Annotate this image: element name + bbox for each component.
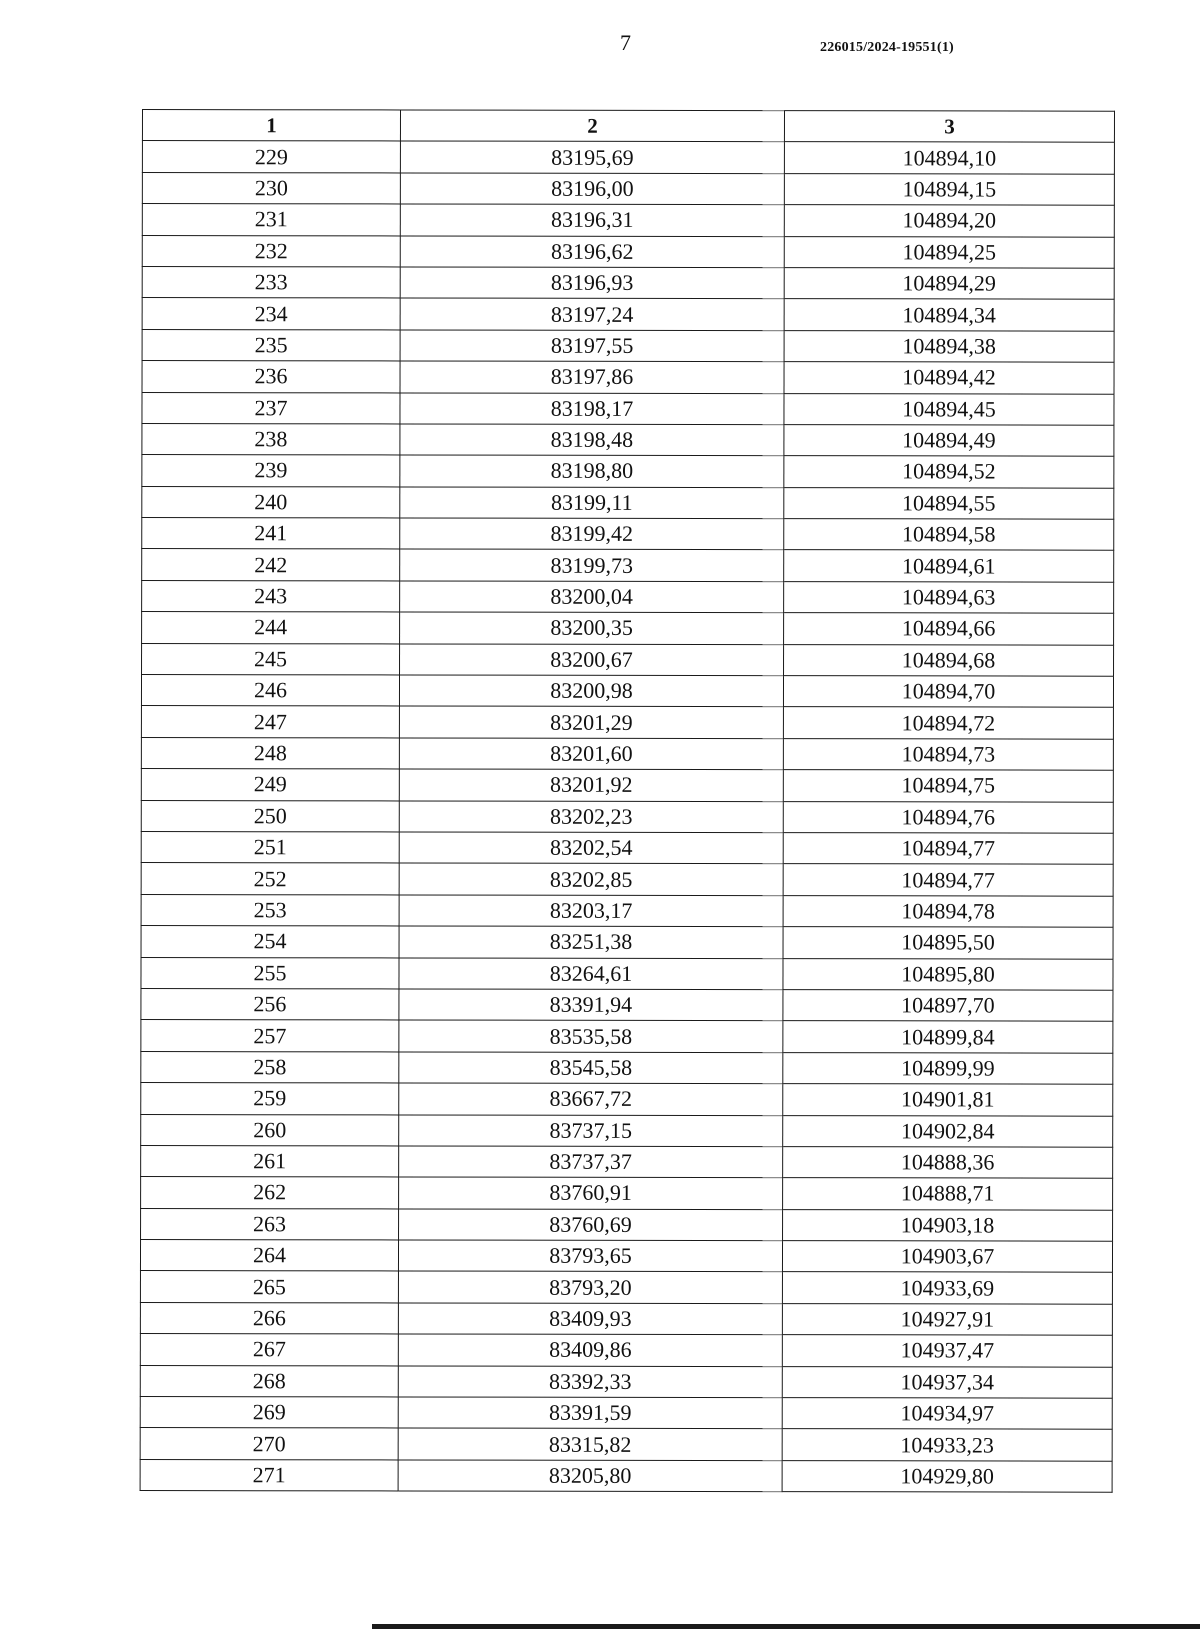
coordinate-x-cell: 83199,11: [400, 487, 784, 519]
coordinate-x-cell: 83205,80: [398, 1460, 782, 1492]
point-number-cell: 235: [142, 329, 400, 361]
coordinates-table: [140, 109, 1115, 1493]
table-row: [142, 549, 1114, 582]
coordinate-y-cell: 104888,71: [783, 1178, 1113, 1210]
coordinate-y-cell: 104929,80: [782, 1460, 1112, 1492]
table-row: [142, 580, 1114, 613]
coordinate-y-cell: 104895,50: [783, 927, 1113, 959]
point-number-cell: 247: [141, 706, 399, 738]
coordinate-x-cell: 83200,98: [399, 675, 783, 707]
coordinate-y-cell: 104894,72: [783, 707, 1113, 739]
coordinate-x-cell: 83202,85: [399, 863, 783, 895]
coordinate-y-cell: 104899,99: [783, 1052, 1113, 1084]
coordinate-x-cell: 83391,94: [399, 989, 783, 1021]
coordinate-x-cell: 83198,17: [400, 392, 784, 424]
coordinate-y-cell: 104901,81: [783, 1084, 1113, 1116]
point-number-cell: 236: [142, 361, 400, 393]
point-number-cell: 245: [142, 643, 400, 675]
coordinate-x-cell: 83793,20: [398, 1271, 782, 1303]
table-row: [142, 455, 1114, 488]
point-number-cell: 242: [142, 549, 400, 581]
coordinate-y-cell: 104894,73: [783, 738, 1113, 770]
coordinate-y-cell: 104937,47: [782, 1335, 1112, 1367]
coordinate-y-cell: 104894,29: [784, 268, 1114, 300]
point-number-cell: 260: [141, 1114, 399, 1146]
coordinate-y-cell: 104888,36: [783, 1147, 1113, 1179]
coordinate-y-cell: 104894,78: [783, 895, 1113, 927]
table-row: [141, 988, 1113, 1021]
coordinate-x-cell: 83203,17: [399, 895, 783, 927]
table-row: [141, 831, 1113, 864]
point-number-cell: 253: [141, 894, 399, 926]
coordinate-y-cell: 104894,77: [783, 864, 1113, 896]
point-number-cell: 262: [141, 1177, 399, 1209]
coordinate-y-cell: 104894,42: [784, 362, 1114, 394]
coordinate-y-cell: 104902,84: [783, 1115, 1113, 1147]
point-number-cell: 263: [141, 1208, 399, 1240]
table-row: [140, 1397, 1112, 1430]
coordinate-y-cell: 104894,75: [783, 770, 1113, 802]
coordinate-x-cell: 83199,73: [400, 549, 784, 581]
column-header-1: 1: [142, 110, 400, 142]
table-row: [141, 706, 1113, 739]
table-row: [141, 894, 1113, 927]
coordinate-y-cell: 104894,61: [784, 550, 1114, 582]
coordinate-y-cell: 104894,68: [784, 644, 1114, 676]
point-number-cell: 265: [140, 1271, 398, 1303]
coordinate-x-cell: 83793,65: [398, 1240, 782, 1272]
coordinate-y-cell: 104933,69: [782, 1272, 1112, 1304]
coordinate-y-cell: 104899,84: [783, 1021, 1113, 1053]
table-row: [142, 643, 1114, 676]
point-number-cell: 259: [141, 1083, 399, 1115]
coordinate-x-cell: 83391,59: [398, 1397, 782, 1429]
coordinate-x-cell: 83197,86: [400, 361, 784, 393]
coordinate-x-cell: 83200,35: [400, 612, 784, 644]
point-number-cell: 238: [142, 423, 400, 455]
table-header-row: [142, 110, 1114, 143]
point-number-cell: 232: [142, 235, 400, 267]
point-number-cell: 237: [142, 392, 400, 424]
coordinate-x-cell: 83545,58: [399, 1052, 783, 1084]
point-number-cell: 243: [142, 580, 400, 612]
coordinate-x-cell: 83196,62: [400, 236, 784, 268]
coordinate-x-cell: 83201,29: [399, 706, 783, 738]
coordinate-x-cell: 83200,67: [400, 644, 784, 676]
coordinate-y-cell: 104894,34: [784, 299, 1114, 331]
coordinate-x-cell: 83667,72: [399, 1083, 783, 1115]
table-row: [142, 423, 1114, 456]
point-number-cell: 244: [142, 612, 400, 644]
coordinate-x-cell: 83202,54: [399, 832, 783, 864]
coordinate-y-cell: 104894,49: [784, 425, 1114, 457]
table-row: [141, 1208, 1113, 1241]
coordinate-y-cell: 104894,63: [784, 581, 1114, 613]
point-number-cell: 233: [142, 266, 400, 298]
table-row: [142, 235, 1114, 268]
coordinate-x-cell: 83196,00: [400, 173, 784, 205]
table-row: [141, 863, 1113, 896]
table-row: [140, 1302, 1112, 1335]
coordinate-y-cell: 104894,58: [784, 519, 1114, 551]
column-header-2: 2: [400, 110, 784, 142]
table-row: [142, 612, 1114, 645]
coordinate-x-cell: 83198,48: [400, 424, 784, 456]
coordinate-y-cell: 104903,67: [782, 1241, 1112, 1273]
point-number-cell: 261: [141, 1145, 399, 1177]
point-number-cell: 252: [141, 863, 399, 895]
point-number-cell: 240: [142, 486, 400, 518]
coordinate-y-cell: 104895,80: [783, 958, 1113, 990]
table-row: [141, 1145, 1113, 1178]
coordinate-x-cell: 83199,42: [400, 518, 784, 550]
point-number-cell: 264: [140, 1240, 398, 1272]
document-reference: 226015/2024-19551(1): [820, 40, 954, 55]
point-number-cell: 268: [140, 1365, 398, 1397]
point-number-cell: 230: [142, 172, 400, 204]
table-row: [140, 1459, 1112, 1492]
table-row: [142, 141, 1114, 174]
point-number-cell: 270: [140, 1428, 398, 1460]
point-number-cell: 239: [142, 455, 400, 487]
coordinate-x-cell: 83409,86: [398, 1334, 782, 1366]
table-row: [141, 957, 1113, 990]
table-row: [142, 172, 1114, 205]
coordinate-y-cell: 104934,97: [782, 1398, 1112, 1430]
coordinate-x-cell: 83197,55: [400, 330, 784, 362]
coordinate-x-cell: 83195,69: [400, 141, 784, 173]
coordinate-y-cell: 104894,70: [783, 676, 1113, 708]
coordinate-y-cell: 104903,18: [783, 1209, 1113, 1241]
table-row: [141, 769, 1113, 802]
table-row: [142, 204, 1114, 237]
point-number-cell: 250: [141, 800, 399, 832]
page-number: 7: [620, 30, 631, 55]
table-row: [141, 1083, 1113, 1116]
coordinate-y-cell: 104894,55: [784, 487, 1114, 519]
point-number-cell: 249: [141, 769, 399, 801]
table-row: [142, 392, 1114, 425]
table-row: [141, 1020, 1113, 1053]
coordinate-x-cell: 83737,37: [399, 1146, 783, 1178]
point-number-cell: 266: [140, 1302, 398, 1334]
point-number-cell: 269: [140, 1397, 398, 1429]
table-row: [142, 361, 1114, 394]
point-number-cell: 271: [140, 1459, 398, 1491]
table-row: [141, 800, 1113, 833]
point-number-cell: 246: [141, 675, 399, 707]
table-row: [142, 486, 1114, 519]
coordinate-y-cell: 104894,38: [784, 330, 1114, 362]
table-row: [141, 737, 1113, 770]
bottom-rule: [372, 1624, 1200, 1629]
coordinate-x-cell: 83264,61: [399, 957, 783, 989]
coordinate-y-cell: 104894,76: [783, 801, 1113, 833]
table-row: [142, 329, 1114, 362]
coordinate-x-cell: 83197,24: [400, 298, 784, 330]
table-row: [140, 1428, 1112, 1461]
coordinate-x-cell: 83392,33: [398, 1366, 782, 1398]
coordinate-y-cell: 104894,20: [784, 205, 1114, 237]
coordinate-x-cell: 83196,31: [400, 204, 784, 236]
table-row: [142, 266, 1114, 299]
coordinate-y-cell: 104894,15: [784, 173, 1114, 205]
table-row: [140, 1365, 1112, 1398]
coordinate-y-cell: 104897,70: [783, 990, 1113, 1022]
table-row: [140, 1240, 1112, 1273]
point-number-cell: 257: [141, 1020, 399, 1052]
coordinate-x-cell: 83760,91: [399, 1177, 783, 1209]
table-row: [141, 1114, 1113, 1147]
coordinate-y-cell: 104894,77: [783, 833, 1113, 865]
point-number-cell: 256: [141, 988, 399, 1020]
column-header-3: 3: [784, 111, 1114, 143]
coordinate-x-cell: 83201,92: [399, 769, 783, 801]
coordinate-x-cell: 83200,04: [400, 581, 784, 613]
table-row: [141, 675, 1113, 708]
table-body: [140, 141, 1114, 1492]
coordinate-x-cell: 83535,58: [399, 1020, 783, 1052]
table-row: [140, 1271, 1112, 1304]
point-number-cell: 231: [142, 204, 400, 236]
coordinate-x-cell: 83409,93: [398, 1303, 782, 1335]
coordinate-x-cell: 83251,38: [399, 926, 783, 958]
table-row: [142, 518, 1114, 551]
coordinate-y-cell: 104894,52: [784, 456, 1114, 488]
table-row: [141, 926, 1113, 959]
point-number-cell: 254: [141, 926, 399, 958]
point-number-cell: 255: [141, 957, 399, 989]
table-row: [141, 1177, 1113, 1210]
coordinate-y-cell: 104933,23: [782, 1429, 1112, 1461]
coordinate-x-cell: 83737,15: [399, 1114, 783, 1146]
point-number-cell: 241: [142, 518, 400, 550]
coordinate-y-cell: 104937,34: [782, 1366, 1112, 1398]
point-number-cell: 251: [141, 831, 399, 863]
coordinate-y-cell: 104894,66: [784, 613, 1114, 645]
coordinate-x-cell: 83198,80: [400, 455, 784, 487]
coordinate-x-cell: 83201,60: [399, 738, 783, 770]
point-number-cell: 229: [142, 141, 400, 173]
point-number-cell: 267: [140, 1334, 398, 1366]
table-row: [140, 1334, 1112, 1367]
coordinate-x-cell: 83315,82: [398, 1428, 782, 1460]
coordinate-y-cell: 104894,45: [784, 393, 1114, 425]
coordinate-x-cell: 83196,93: [400, 267, 784, 299]
coordinate-x-cell: 83760,69: [399, 1209, 783, 1241]
point-number-cell: 234: [142, 298, 400, 330]
point-number-cell: 248: [141, 737, 399, 769]
coordinate-y-cell: 104894,10: [784, 142, 1114, 174]
point-number-cell: 258: [141, 1051, 399, 1083]
coordinate-y-cell: 104894,25: [784, 236, 1114, 268]
table-row: [142, 298, 1114, 331]
table-row: [141, 1051, 1113, 1084]
coordinate-x-cell: 83202,23: [399, 801, 783, 833]
coordinate-y-cell: 104927,91: [782, 1303, 1112, 1335]
